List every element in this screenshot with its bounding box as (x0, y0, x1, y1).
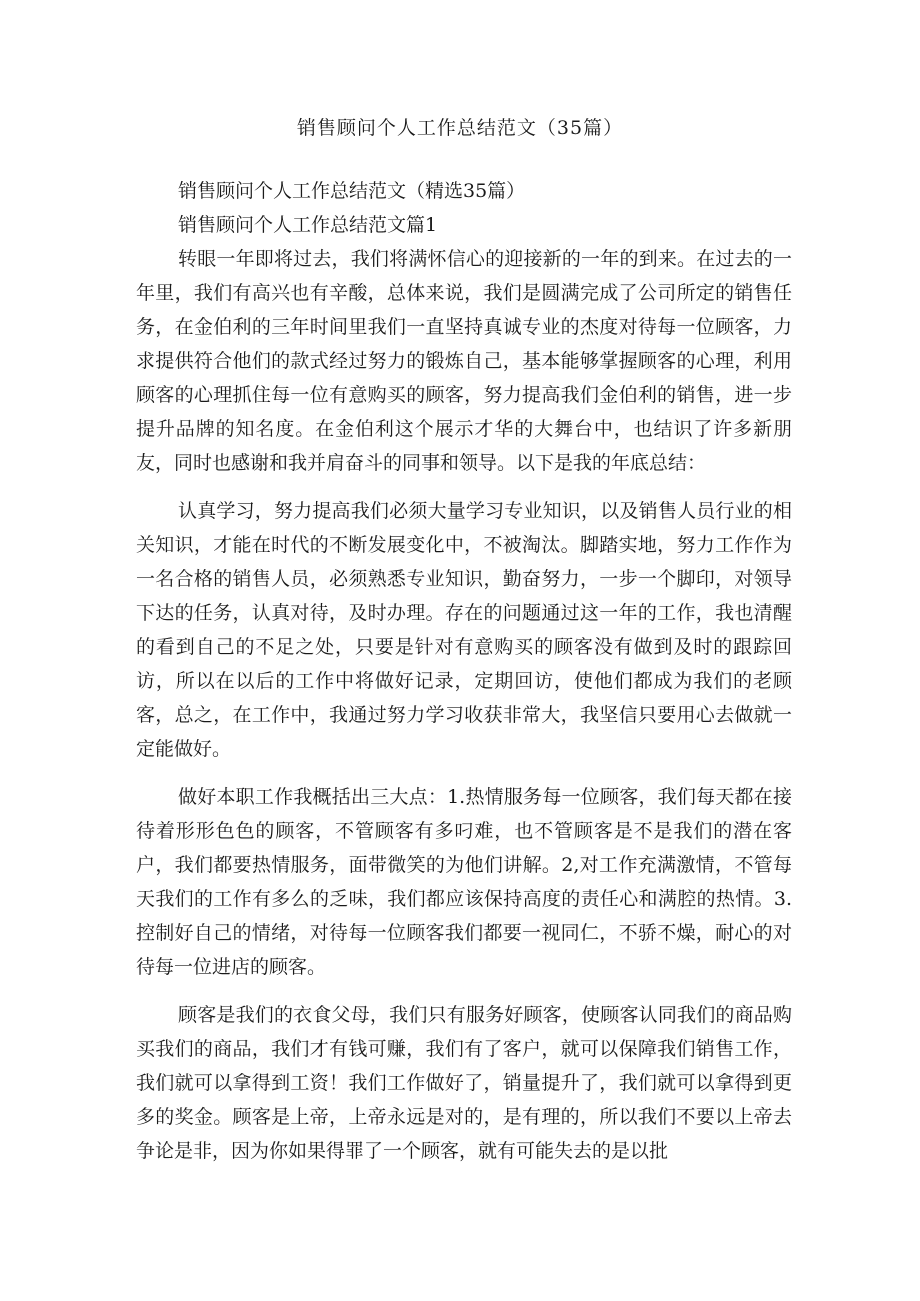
document-subtitle: 销售顾问个人工作总结范文（精选35篇） (178, 180, 526, 202)
paragraph: 顾客是我们的衣食父母，我们只有服务好顾客，使顾客认同我们的商品购买我们的商品，我们才有钱可赚，我们有了客户，就可以保障我们销售工作，我们就可以拿得到工资！我们工作做好了，销量提升了，我们就可以拿得到更多的奖金。顾客是上帝，上帝永远是对的，是有理的，所以我们不要以上帝去争论是非，因为你如果得罪了一个顾客，就有可能失去的是以批 (136, 1004, 792, 1162)
section-heading: 销售顾问个人工作总结范文篇1 (178, 214, 438, 236)
document-body (136, 174, 792, 1168)
paragraph: 认真学习，努力提高我们必须大量学习专业知识，以及销售人员行业的相关知识，才能在时代的不断发展变化中，不被淘汰。脚踏实地，努力工作作为一名合格的销售人员，必须熟悉专业知识，勤奋努力，一步一个脚印，对领导下达的任务，认真对待，及时办理。存在的问题通过这一年的工作，我也清醒的看到自己的不足之处，只要是针对有意购买的顾客没有做到及时的跟踪回访，所以在以后的工作中将做好记录，定期回访，使他们都成为我们的老顾客，总之，在工作中，我通过努力学习收获非常大，我坚信只要用心去做就一定能做好。 (136, 500, 792, 760)
paragraph: 转眼一年即将过去，我们将满怀信心的迎接新的一年的到来。在过去的一年里，我们有高兴也有辛酸，总体来说，我们是圆满完成了公司所定的销售任务，在金伯利的三年时间里我们一直坚持真诚专业的杰度对待每一位顾客，力求提供符合他们的款式经过努力的锻炼自己，基本能够掌握顾客的心理，利用顾客的心理抓住每一位有意购买的顾客，努力提高我们金伯利的销售，进一步提升品牌的知名度。在金伯利这个展示才华的大舞台中，也结识了许多新朋友，同时也感谢和我并肩奋斗的同事和领导。以下是我的年底总结： (136, 248, 792, 474)
paragraph: 做好本职工作我概括出三大点：1.热情服务每一位顾客，我们每天都在接待着形形色色的顾客，不管顾客有多叼难，也不管顾客是不是我们的潜在客户，我们都要热情服务，面带微笑的为他们讲解。2,对工作充满激情，不管每天我们的工作有多么的乏味，我们都应该保持高度的责任心和满腔的热情。3.控制好自己的情绪，对待每一位顾客我们都要一视同仁，不骄不燥，耐心的对待每一位进店的顾客。 (136, 786, 792, 978)
document-title: 销售顾问个人工作总结范文（35篇） (296, 117, 624, 139)
